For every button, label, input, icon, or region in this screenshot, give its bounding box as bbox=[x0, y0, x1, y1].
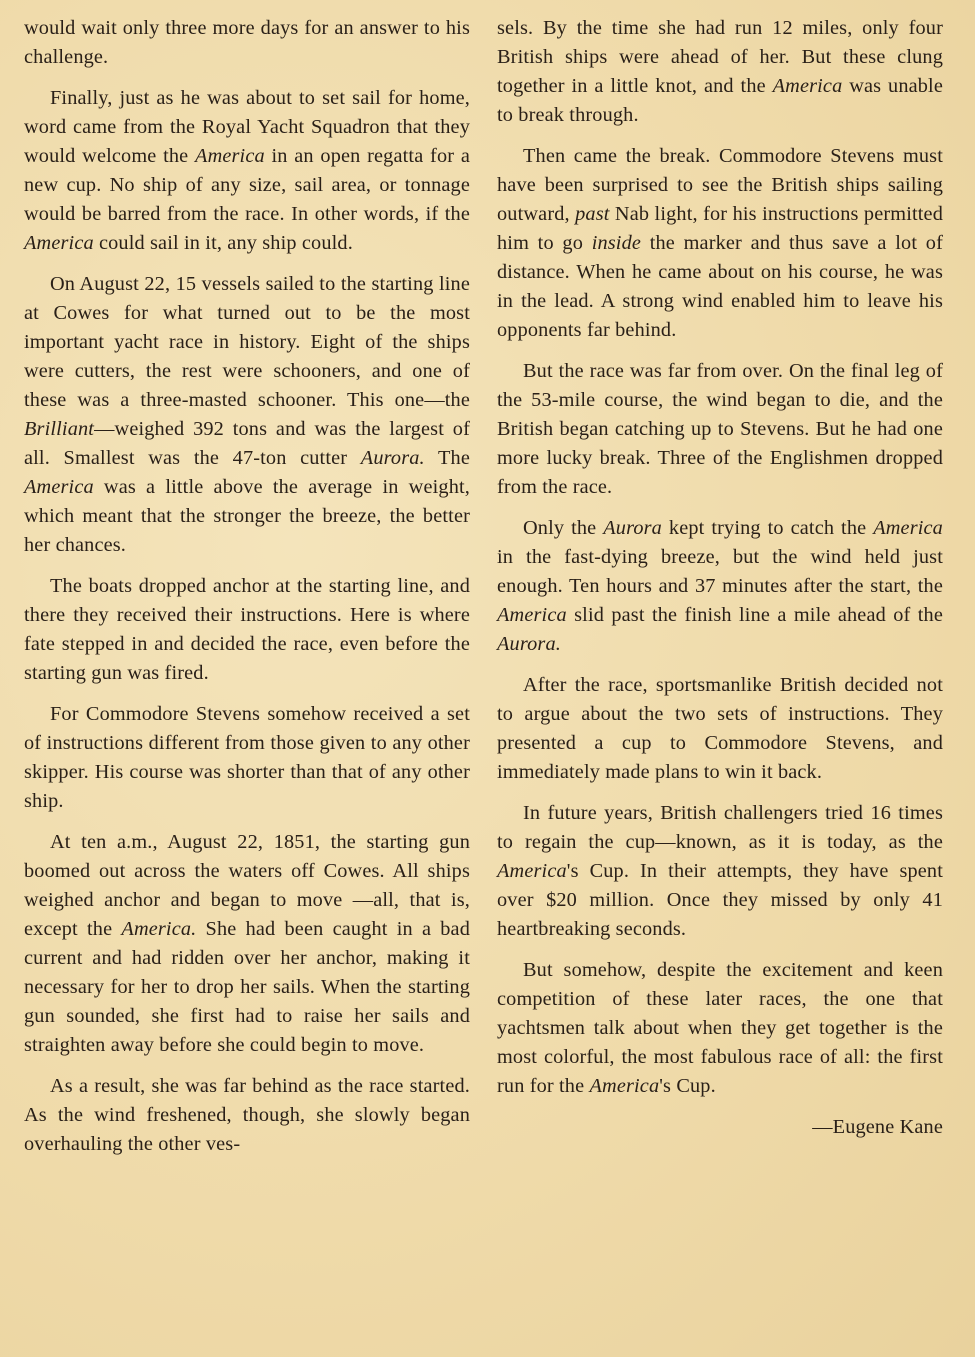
text-run: But somehow, despite the excitement and keen competition of these later races, the one that yachtsmen talk about when they get together is the most colorful, the most fabulous race of all: the first run for the bbox=[497, 959, 943, 1097]
text-run: the marker and thus save a lot of distance. When he came about on his course, he was in the lead. A strong wind enabled him to leave his opponents far behind. bbox=[497, 232, 943, 341]
text-run: After the race, sportsmanlike British decided not to argue about the two sets of instructions. They presented a cup to Commodore Stevens, and immediately made plans to win it back. bbox=[497, 674, 943, 783]
italic-text-run: inside bbox=[591, 232, 642, 254]
text-run: Finally, just as he was about to set sail for home, word came from the Royal Yacht Squadron that they would welcome the bbox=[24, 87, 470, 167]
text-run: At ten a.m., August 22, 1851, the starting gun boomed out across the waters off Cowes. All ships weighed anchor and began to move —all, that is, except the bbox=[24, 831, 470, 940]
article-paragraph bbox=[497, 142, 943, 345]
article-paragraph bbox=[497, 799, 943, 944]
italic-text-run: past bbox=[575, 203, 610, 225]
text-run: slid past the finish line a mile ahead of the bbox=[566, 604, 943, 626]
italic-text-run: America bbox=[589, 1075, 660, 1097]
italic-text-run: America bbox=[24, 476, 94, 498]
text-run: in an open regatta for a new cup. No ship of any size, sail area, or tonnage would be barred from the race. In other words, if the bbox=[24, 145, 470, 225]
text-run: But the race was far from over. On the final leg of the 53-mile course, the wind began to die, and the British began catching up to Stevens. But he had one more lucky break. Three of the Englishmen dropped from the race. bbox=[497, 360, 943, 498]
article-paragraph bbox=[24, 1072, 470, 1159]
text-run: would wait only three more days for an answer to his challenge. bbox=[24, 17, 470, 68]
text-run: in the fast-dying breeze, but the wind held just enough. Ten hours and 37 minutes after the start, the bbox=[497, 546, 943, 597]
article-paragraph bbox=[24, 270, 470, 560]
italic-text-run: America bbox=[497, 604, 567, 626]
text-run: 's Cup. bbox=[659, 1075, 716, 1097]
text-run: kept trying to catch the bbox=[661, 517, 874, 539]
text-run: could sail in it, any ship could. bbox=[93, 232, 353, 254]
italic-text-run: America bbox=[772, 75, 843, 97]
text-run: On August 22, 15 vessels sailed to the starting line at Cowes for what turned out to be the most important yacht race in history. Eight of the ships were cutters, the rest were schooners, and one of these was a three-masted schooner. This one—the bbox=[24, 273, 470, 411]
italic-text-run: America. bbox=[121, 918, 197, 940]
italic-text-run: Aurora bbox=[603, 517, 662, 539]
text-run: For Commodore Stevens somehow received a set of instructions different from those given to any other skipper. His course was shorter than that of any other ship. bbox=[24, 703, 470, 812]
text-run: The bbox=[424, 447, 470, 469]
italic-text-run: Aurora. bbox=[360, 447, 425, 469]
article-paragraph bbox=[24, 700, 470, 816]
italic-text-run: Brilliant bbox=[24, 418, 95, 440]
text-run: In future years, British challengers tried 16 times to regain the cup—known, as it is today, as the bbox=[497, 802, 943, 853]
italic-text-run: America bbox=[24, 232, 94, 254]
article-paragraph bbox=[24, 84, 470, 258]
text-run: Only the bbox=[523, 517, 604, 539]
article-column-left bbox=[24, 14, 470, 1171]
text-run: She had been caught in a bad current and had ridden over her anchor, making it necessary for her to drop her sails. When the starting gun sounded, she first had to raise her sails and straighten away before she could begin to move. bbox=[24, 918, 471, 1056]
article-column-right bbox=[497, 14, 943, 1142]
italic-text-run: America bbox=[873, 517, 943, 539]
article-paragraph bbox=[497, 14, 943, 130]
text-run: 's Cup. In their attempts, they have spent over $20 million. Once they missed by only 41 heartbreaking seconds. bbox=[497, 860, 943, 940]
italic-text-run: Aurora. bbox=[497, 633, 561, 655]
text-run: The boats dropped anchor at the starting line, and there they received their instructions. Here is where fate stepped in and decided the race, even before the starting gun was fired. bbox=[24, 575, 470, 684]
text-run: was a little above the average in weight, which meant that the stronger the breeze, the better her chances. bbox=[24, 476, 470, 556]
author-byline: —Eugene Kane bbox=[812, 1116, 943, 1138]
text-run: sels. By the time she had run 12 miles, only four British ships were ahead of her. But these clung together in a little knot, and the bbox=[497, 17, 943, 97]
italic-text-run: America bbox=[497, 860, 567, 882]
article-paragraph bbox=[497, 956, 943, 1101]
article-paragraph bbox=[497, 514, 943, 659]
text-run: Nab light, for his instructions permitted him to go bbox=[497, 203, 943, 254]
article-paragraph bbox=[24, 572, 470, 688]
article-paragraph bbox=[497, 671, 943, 787]
text-run: Then came the break. Commodore Stevens must have been surprised to see the British ships sailing outward, bbox=[497, 145, 943, 225]
text-run: —weighed 392 tons and was the largest of all. Smallest was the 47-ton cutter bbox=[24, 418, 470, 469]
article-paragraph bbox=[497, 357, 943, 502]
text-run: was unable to break through. bbox=[497, 75, 943, 126]
italic-text-run: America bbox=[195, 145, 265, 167]
article-paragraph bbox=[24, 14, 470, 72]
text-run: As a result, she was far behind as the race started. As the wind freshened, though, she slowly began overhauling the other ves- bbox=[24, 1075, 470, 1155]
article-paragraph bbox=[24, 828, 470, 1060]
